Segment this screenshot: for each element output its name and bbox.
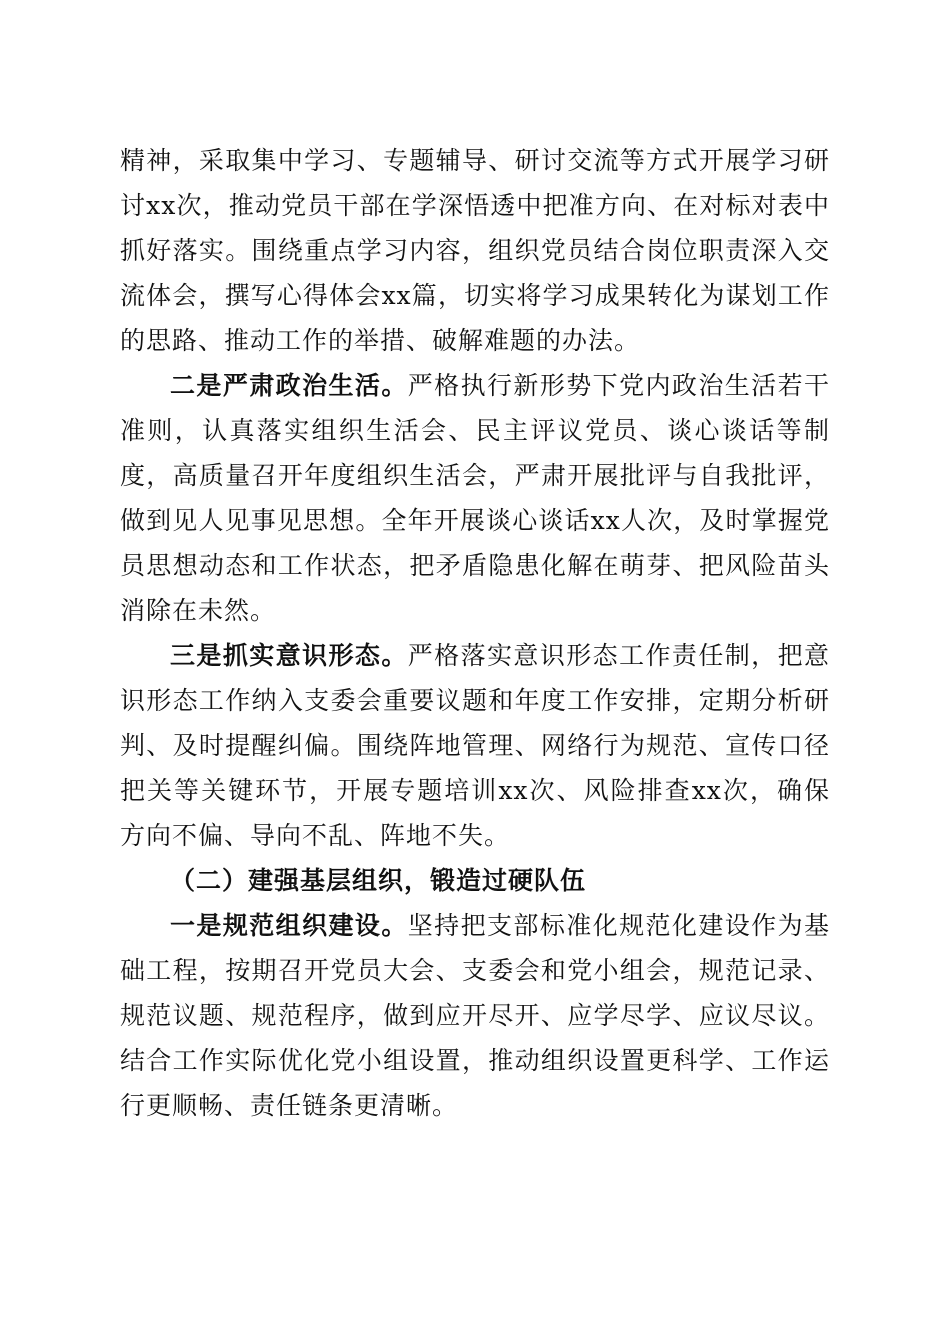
paragraph-lead: 二是严肃政治生活。 bbox=[170, 371, 408, 400]
section-heading: （二）建强基层组织，锻造过硬队伍 bbox=[170, 866, 587, 895]
paragraph-text: 精神，采取集中学习、专题辅导、研讨交流等方式开展学习研讨xx次，推动党员干部在学深悟透中把准方向、在对标对表中抓好落实。围绕重点学习内容，组织党员结合岗位职责深入交流体会，撰写心得体会xx篇，切实将学习成果转化为谋划工作的思路、推动工作的举措、破解难题的办法。 bbox=[120, 146, 830, 355]
paragraph-lead: 三是抓实意识形态。 bbox=[170, 641, 408, 670]
paragraph-text: 坚持把支部标准化规范化建设作为基础工程，按期召开党员大会、支委会和党小组会，规范记录、规范议题、规范程序，做到应开尽开、应学尽学、应议尽议。结合工作实际优化党小组设置，推动组织设置更科学、工作运行更顺畅、责任链条更清晰。 bbox=[120, 911, 830, 1120]
document-body bbox=[120, 138, 830, 1128]
paragraph-lead: 一是规范组织建设。 bbox=[170, 911, 408, 940]
paragraph-text: 严格落实意识形态工作责任制，把意识形态工作纳入支委会重要议题和年度工作安排，定期分析研判、及时提醒纠偏。围绕阵地管理、网络行为规范、宣传口径把关等关键环节，开展专题培训xx次、风险排查xx次，确保方向不偏、导向不乱、阵地不失。 bbox=[120, 641, 830, 850]
paragraph-ideology bbox=[120, 633, 830, 858]
paragraph-text: 严格执行新形势下党内政治生活若干准则，认真落实组织生活会、民主评议党员、谈心谈话等制度，高质量召开年度组织生活会，严肃开展批评与自我批评，做到见人见事见思想。全年开展谈心谈话xx人次，及时掌握党员思想动态和工作状态，把矛盾隐患化解在萌芽、把风险苗头消除在未然。 bbox=[120, 371, 830, 625]
paragraph-organization bbox=[120, 903, 830, 1128]
paragraph-continuation bbox=[120, 138, 830, 363]
paragraph-political-life bbox=[120, 363, 830, 633]
